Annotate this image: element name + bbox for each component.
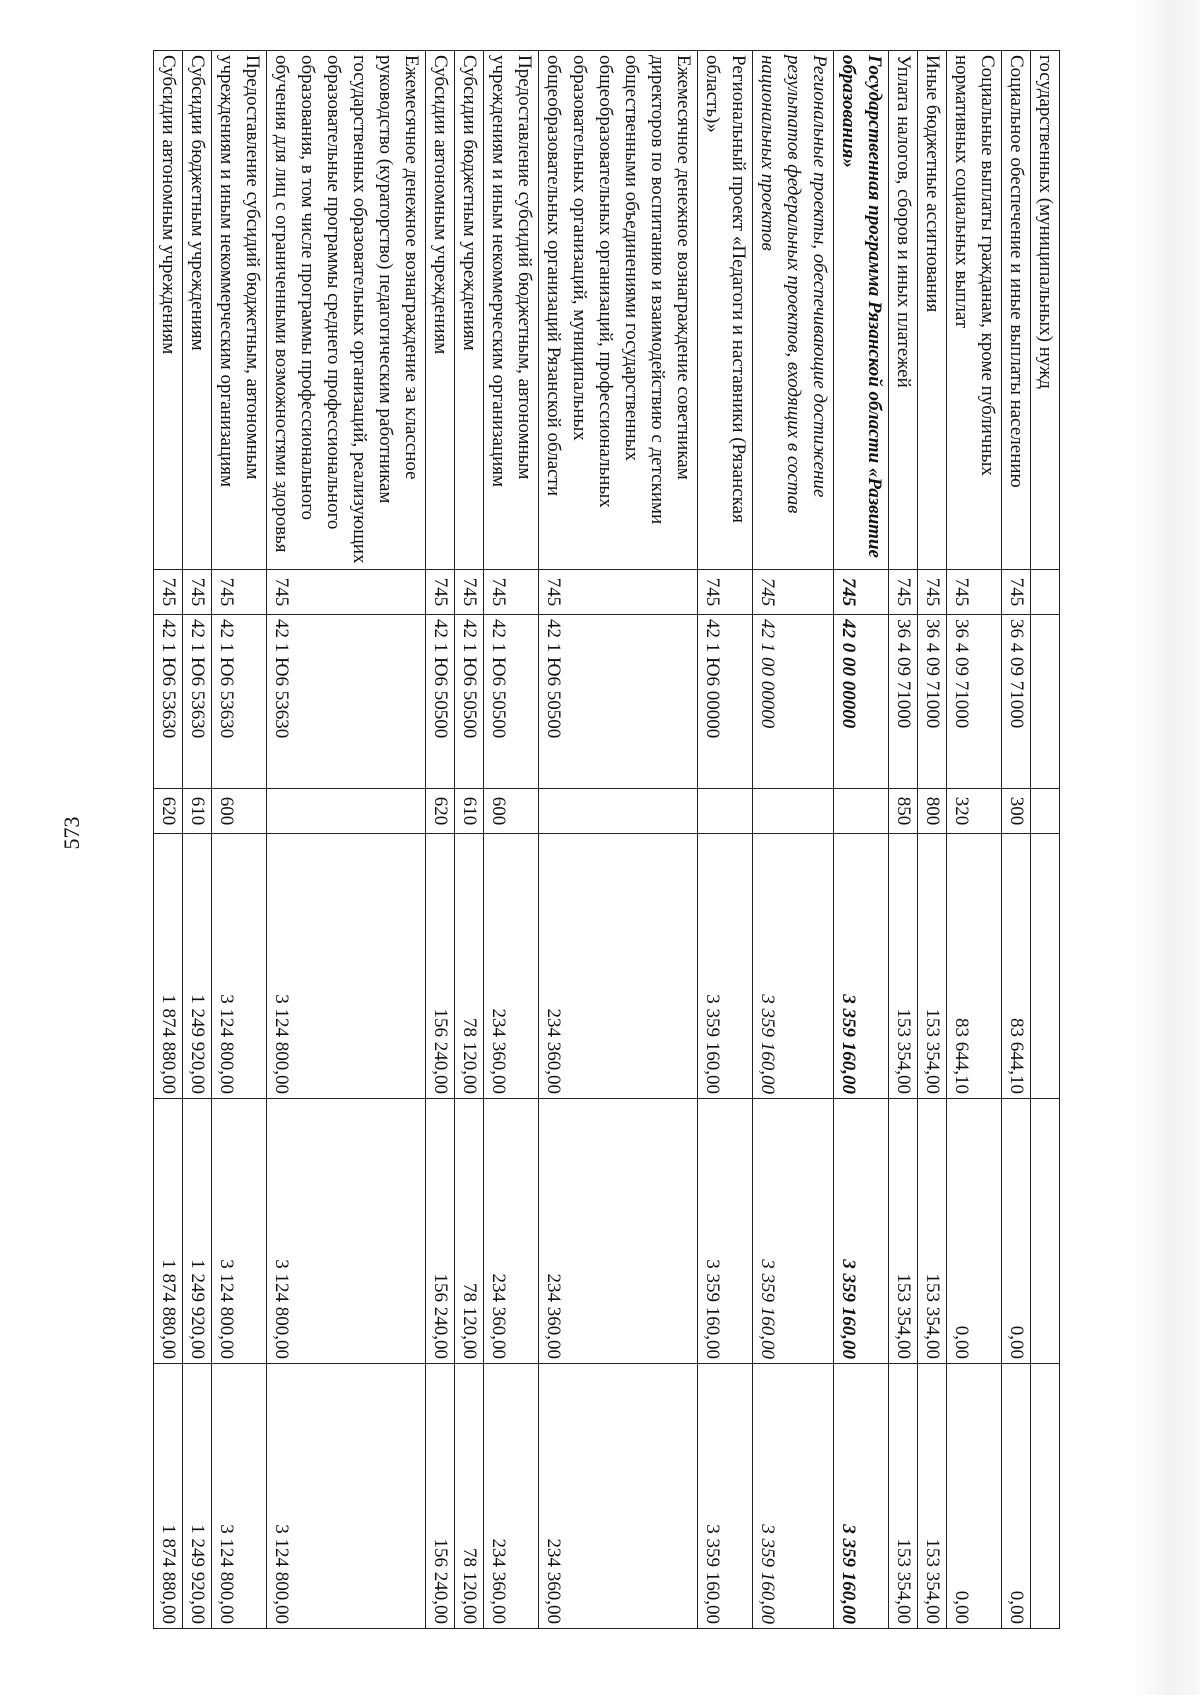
table-row: [539, 51, 698, 1629]
cell-s1: 3 359 160,00: [834, 834, 889, 1099]
cell-s2: 234 360,00: [539, 1099, 698, 1364]
cell-s2: 1 249 920,00: [183, 1099, 212, 1364]
cell-vr: 850: [889, 789, 918, 834]
cell-vr: [267, 789, 426, 834]
cell-csr: 42 1 Ю6 53630: [212, 615, 267, 789]
cell-org: 745: [834, 570, 889, 615]
cell-csr: 42 1 Ю6 53630: [267, 615, 426, 789]
cell-name: Ежемесячное денежное вознаграждение за классное руководство (кураторство) педагогическим работникам государственных образовательных организаций, реализующих образовательные программы среднего профессионального образования, в том числе программы профессионального обучения для лиц с ограниченными возможностями здоровья: [267, 51, 426, 570]
cell-s3: 3 359 160,00: [834, 1364, 889, 1629]
cell-name: Предоставление субсидий бюджетным, автономным учреждениям и иным некоммерческим организациям: [484, 51, 539, 570]
cell-s2: 234 360,00: [484, 1099, 539, 1364]
cell-vr: 610: [455, 789, 484, 834]
cell-org: 745: [154, 570, 183, 615]
cell-org: 745: [426, 570, 455, 615]
table-row: [267, 51, 426, 1629]
cell-s2: 3 359 160,00: [698, 1099, 753, 1364]
cell-org: 745: [918, 570, 947, 615]
cell-org: 745: [455, 570, 484, 615]
cell-s1: 153 354,00: [889, 834, 918, 1099]
cell-name: Социальное обеспечение и иные выплаты населению: [1002, 51, 1031, 570]
cell-csr: 42 1 Ю6 50500: [484, 615, 539, 789]
cell-csr: [1031, 615, 1060, 789]
table-row: [183, 51, 212, 1629]
cell-s2: [1031, 1099, 1060, 1364]
cell-s3: 153 354,00: [918, 1364, 947, 1629]
cell-vr: 600: [212, 789, 267, 834]
cell-org: 745: [183, 570, 212, 615]
cell-csr: 36 4 09 71000: [947, 615, 1002, 789]
cell-s1: 1 249 920,00: [183, 834, 212, 1099]
cell-org: 745: [539, 570, 698, 615]
cell-name: Предоставление субсидий бюджетным, автономным учреждениям и иным некоммерческим организациям: [212, 51, 267, 570]
cell-org: 745: [267, 570, 426, 615]
table-row: [1002, 51, 1031, 1629]
cell-org: 745: [1002, 570, 1031, 615]
cell-s3: 3 124 800,00: [267, 1364, 426, 1629]
cell-org: 745: [753, 570, 834, 615]
cell-name: Региональный проект «Педагоги и наставники (Рязанская область)»: [698, 51, 753, 570]
table-row: [947, 51, 1002, 1629]
cell-csr: 42 1 Ю6 50500: [455, 615, 484, 789]
cell-name: Уплата налогов, сборов и иных платежей: [889, 51, 918, 570]
cell-s2: 3 359 160,00: [753, 1099, 834, 1364]
cell-s3: 1 249 920,00: [183, 1364, 212, 1629]
table-row: [918, 51, 947, 1629]
cell-s3: 3 359 160,00: [753, 1364, 834, 1629]
cell-s3: 234 360,00: [539, 1364, 698, 1629]
cell-s2: 153 354,00: [889, 1099, 918, 1364]
cell-s3: 156 240,00: [426, 1364, 455, 1629]
cell-s2: 153 354,00: [918, 1099, 947, 1364]
cell-vr: [753, 789, 834, 834]
cell-vr: [539, 789, 698, 834]
cell-name: Иные бюджетные ассигнования: [918, 51, 947, 570]
cell-s1: 83 644,10: [1002, 834, 1031, 1099]
table-row: [753, 51, 834, 1629]
cell-vr: 800: [918, 789, 947, 834]
cell-vr: 600: [484, 789, 539, 834]
cell-s3: 78 120,00: [455, 1364, 484, 1629]
cell-name: Субсидии автономным учреждениям: [154, 51, 183, 570]
cell-name: Субсидии автономным учреждениям: [426, 51, 455, 570]
cell-s1: 234 360,00: [539, 834, 698, 1099]
cell-s3: 3 124 800,00: [212, 1364, 267, 1629]
table-row: [212, 51, 267, 1629]
cell-s3: 1 874 880,00: [154, 1364, 183, 1629]
cell-vr: 620: [154, 789, 183, 834]
table-row: [889, 51, 918, 1629]
cell-org: 745: [484, 570, 539, 615]
cell-csr: 36 4 09 71000: [918, 615, 947, 789]
cell-s2: 3 124 800,00: [267, 1099, 426, 1364]
table-row: [154, 51, 183, 1629]
cell-s2: 3 359 160,00: [834, 1099, 889, 1364]
cell-vr: 320: [947, 789, 1002, 834]
budget-table-body: [154, 51, 1060, 1629]
cell-s2: 1 874 880,00: [154, 1099, 183, 1364]
cell-org: 745: [947, 570, 1002, 615]
cell-csr: 36 4 09 71000: [889, 615, 918, 789]
cell-csr: 42 0 00 00000: [834, 615, 889, 789]
cell-s1: 3 124 800,00: [212, 834, 267, 1099]
cell-name: Социальные выплаты гражданам, кроме публичных нормативных социальных выплат: [947, 51, 1002, 570]
page-number: 573: [59, 816, 84, 850]
cell-s2: 78 120,00: [455, 1099, 484, 1364]
cell-s3: 153 354,00: [889, 1364, 918, 1629]
cell-s2: 156 240,00: [426, 1099, 455, 1364]
cell-s1: 78 120,00: [455, 834, 484, 1099]
cell-s1: 1 874 880,00: [154, 834, 183, 1099]
cell-csr: 42 1 Ю6 50500: [539, 615, 698, 789]
cell-csr: 42 1 Ю6 53630: [183, 615, 212, 789]
cell-csr: 42 1 00 00000: [753, 615, 834, 789]
cell-vr: [698, 789, 753, 834]
cell-name: Субсидии бюджетным учреждениям: [183, 51, 212, 570]
table-row: [426, 51, 455, 1629]
cell-s2: 0,00: [947, 1099, 1002, 1364]
cell-s1: 153 354,00: [918, 834, 947, 1099]
cell-s1: 3 359 160,00: [753, 834, 834, 1099]
cell-vr: 300: [1002, 789, 1031, 834]
cell-org: [1031, 570, 1060, 615]
cell-vr: [1031, 789, 1060, 834]
cell-s1: [1031, 834, 1060, 1099]
cell-s3: [1031, 1364, 1060, 1629]
cell-vr: 610: [183, 789, 212, 834]
cell-name: Государственная программа Рязанской области «Развитие образования»: [834, 51, 889, 570]
cell-org: 745: [212, 570, 267, 615]
table-row: [1031, 51, 1060, 1629]
table-row: [834, 51, 889, 1629]
cell-org: 745: [698, 570, 753, 615]
cell-name: Субсидии бюджетным учреждениям: [455, 51, 484, 570]
cell-s3: 0,00: [947, 1364, 1002, 1629]
table-row: [484, 51, 539, 1629]
cell-name: Региональные проекты, обеспечивающие достижение результатов федеральных проектов, входящих в состав национальных проектов: [753, 51, 834, 570]
cell-org: 745: [889, 570, 918, 615]
cell-s1: 3 359 160,00: [698, 834, 753, 1099]
cell-s1: 3 124 800,00: [267, 834, 426, 1099]
cell-csr: 42 1 Ю6 00000: [698, 615, 753, 789]
cell-vr: [834, 789, 889, 834]
cell-s2: 0,00: [1002, 1099, 1031, 1364]
cell-csr: 42 1 Ю6 53630: [154, 615, 183, 789]
cell-csr: 42 1 Ю6 50500: [426, 615, 455, 789]
cell-s2: 3 124 800,00: [212, 1099, 267, 1364]
scan-edge-artifact: [1130, 0, 1200, 1695]
cell-name: Ежемесячное денежное вознаграждение советникам директоров по воспитанию и взаимодействию с детскими общественными объединениями государственных общеобразовательных организаций, профессиональных образовательных организаций, муниципальных общеобразовательных организаций Рязанской области: [539, 51, 698, 570]
cell-s3: 0,00: [1002, 1364, 1031, 1629]
cell-vr: 620: [426, 789, 455, 834]
cell-s1: 83 644,10: [947, 834, 1002, 1099]
table-row: [455, 51, 484, 1629]
cell-s3: 3 359 160,00: [698, 1364, 753, 1629]
budget-table-rotated: [115, 50, 1060, 1624]
table-row: [698, 51, 753, 1629]
cell-csr: 36 4 09 71000: [1002, 615, 1031, 789]
cell-name: государственных (муниципальных) нужд: [1031, 51, 1060, 570]
budget-table: [153, 50, 1060, 1629]
cell-s3: 234 360,00: [484, 1364, 539, 1629]
cell-s1: 234 360,00: [484, 834, 539, 1099]
cell-s1: 156 240,00: [426, 834, 455, 1099]
